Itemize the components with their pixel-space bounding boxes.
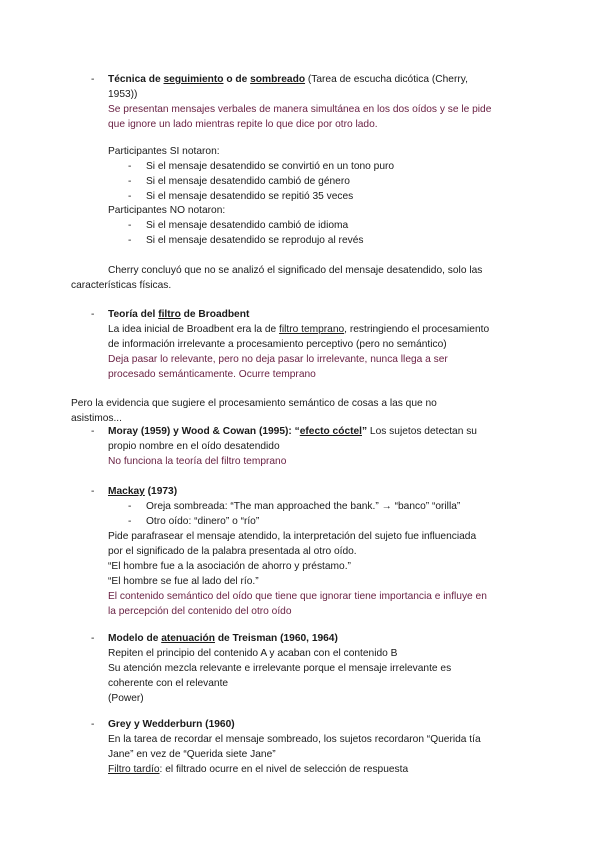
list-item: Si el mensaje desatendido cambió de género (146, 176, 350, 187)
conclusion-text: Cherry concluyó que no se analizó el significado del mensaje desatendido, solo las (108, 265, 483, 276)
section-moray: Moray (1959) y Wood & Cowan (1995): “efecto cóctel” Los sujetos detectan su propio nombre en el oído desatendido No funciona la teoría del filtro temprano (108, 426, 477, 467)
section-heading: Mackay (1973) (108, 486, 178, 497)
mackay-body: Pide parafrasear el mensaje atendido, la interpretación del sujeto fue influenciada por el significado de la palabra presentada al otro oído. “El hombre fue a la asociación de ahorro y préstamo.” “El hombre se fue al lado del río.” El contenido semántico del oído que tiene que ignorar tiene importancia e influye en la percepción del contenido del otro oído (108, 531, 487, 617)
note-text: que ignore un lado mientras repite lo que dice por otro lado. (108, 119, 378, 130)
section-broadbent: Teoría del filtro de Broadbent La idea inicial de Broadbent era la de filtro temprano, restringiendo el procesamiento de información irrelevante a procesamiento perceptivo (pero no semántico) Deja pasar lo relevante, pero no deja pasar lo irrelevante, nunca llega a ser procesado semánticamente. Ocurre temprano (108, 309, 490, 380)
section-mackay (108, 484, 177, 499)
list-item: Si el mensaje desatendido se convirtió en un tono puro (146, 161, 395, 172)
participants-no: Participantes NO notaron: (108, 205, 226, 216)
list-item: Si el mensaje desatendido se reprodujo al revés (146, 235, 364, 246)
note-text: El contenido semántico del oído que tiene que ignorar tiene importancia e influye en (108, 591, 487, 602)
bullet-dash: - (91, 74, 95, 85)
note-text: No funciona la teoría del filtro temprano (108, 456, 287, 467)
section-heading: Teoría del filtro de Broadbent (108, 309, 250, 320)
section-cherry: Técnica de seguimiento o de sombreado (Tarea de escucha dicótica (Cherry, 1953)) Se presentan mensajes verbales de manera simultánea en los dos oídos y se le pide que ignore un lado mientras repite lo que dice por otro lado. (108, 74, 492, 130)
document-page: - Técnica de seguimiento o de sombreado (Tarea de escucha dicótica (Cherry, 1953)) Se presentan mensajes verbales de manera simultánea en los dos oídos y se le pide que ignore un lado mientras repite lo que dice por otro lado. Participantes SI notaron: - Si el mensaje desatendido se convirtió en un tono puro - Si el mensaje desatendido cambió de género - Si el mensaje desatendido se repitió 35 veces Participantes NO notaron: - Si el mensaje desatendido cambió de idioma - Si el mensaje desatendido se reprodujo al revés Cherry concluyó que no se analizó el significado del mensaje desatendido, solo las características físicas. - Teoría del filtro de Broadbent La idea inicial de Broadbent era la de filtro temprano, restringiendo el procesamiento de información irrelevante a procesamiento perceptivo (pero no semántico) Deja pasar lo relevante, pero no deja pasar lo irrelevante, nunca llega a ser procesado semánticamente. Ocurre temprano Pero la evidencia que sugiere el procesamiento semántico de cosas a las que no asistimos... - Moray (1959) y Wood & Cowan (1995): “efecto cóctel” Los sujetos detectan su propio nombre en el oído desatendido No funciona la teoría del filtro temprano - Mackay (1973) - Oreja sombreada: “The man approached the bank.” → “banco” “orilla” - Otro oído: “dinero” o “río” Pide parafrasear el mensaje atendido, la interpretación del sujeto fue influenciada por el significado de la palabra presentada al otro oído. “El hombre fue a la asociación de ahorro y préstamo.” “El hombre se fue al lado del río.” El contenido semántico del oído que tiene que ignorar tiene importancia e influye en la percepción del contenido del otro oído - Modelo de atenuación de Treisman (1960, 1964) Repiten el principio del contenido A y acaban con el contenido B Su atención mezcla relevante e irrelevante porque el mensaje irrelevante es coherente con el relevante (Power) - Grey y Wedderburn (1960) En la tarea de recordar el mensaje sombreado, los sujetos recordaron “Querida tía Jane” en vez de “Querida siete Jane” Filtro tardío: el filtrado ocurre en el nivel de selección de respuesta (71, 74, 492, 775)
evidence-intro: Pero la evidencia que sugiere el procesamiento semántico de cosas a las que no asistimos... (71, 398, 437, 424)
list-item: Otro oído: “dinero” o “río” (146, 516, 260, 527)
note-text: Deja pasar lo relevante, pero no deja pasar lo irrelevante, nunca llega a ser (108, 354, 448, 365)
section-heading: Moray (1959) y Wood & Cowan (1995): “efecto cóctel” Los sujetos detectan su (108, 426, 477, 437)
section-heading: Técnica de seguimiento o de sombreado (Tarea de escucha dicótica (Cherry, (108, 74, 468, 85)
section-grey-wedderburn: Grey y Wedderburn (1960) En la tarea de recordar el mensaje sombreado, los sujetos recordaron “Querida tía Jane” en vez de “Querida siete Jane” Filtro tardío: el filtrado ocurre en el nivel de selección de respuesta (108, 719, 481, 775)
section-treisman: Modelo de atenuación de Treisman (1960, 1964) Repiten el principio del contenido A y acaban con el contenido B Su atención mezcla relevante e irrelevante porque el mensaje irrelevante es coherente con el relevante (Power) (108, 633, 452, 704)
note-text: procesado semánticamente. Ocurre temprano (108, 369, 316, 380)
list-item: Si el mensaje desatendido se repitió 35 veces (146, 191, 354, 202)
note-text: Se presentan mensajes verbales de manera simultánea en los dos oídos y se le pide (108, 104, 492, 115)
conclusion-text: características físicas. (71, 280, 172, 291)
participants-si: Participantes SI notaron: (108, 146, 220, 157)
section-heading: Modelo de atenuación de Treisman (1960, 1964) (108, 633, 338, 644)
section-heading: Grey y Wedderburn (1960) (108, 719, 235, 730)
list-item: Oreja sombreada: “The man approached the bank.” → “banco” “orilla” (146, 501, 461, 512)
list-item: Si el mensaje desatendido cambió de idioma (146, 220, 349, 231)
note-text: la percepción del contenido del otro oído (108, 606, 292, 617)
